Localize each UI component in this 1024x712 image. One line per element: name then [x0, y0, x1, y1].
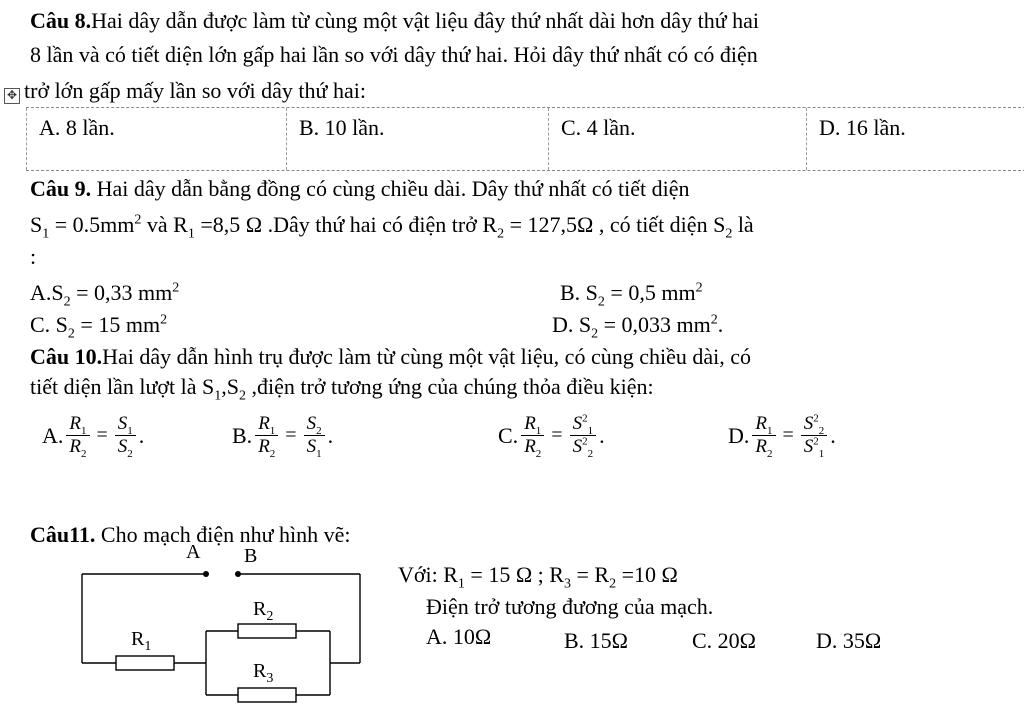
q9-opt-d-val: = 0,033 mm: [598, 312, 711, 337]
frac-s2-p: 2: [813, 412, 819, 425]
q9-text-1: Hai dây dẫn bằng đồng có cùng chiều dài. Dây thứ nhất có tiết diện: [91, 176, 690, 201]
q11-option-c[interactable]: C. 20Ω: [692, 628, 757, 653]
label-r2-sub: 2: [266, 609, 274, 624]
q9-opt-b-val: = 0,5 mm: [604, 280, 696, 305]
frac-r2-r: R: [258, 436, 270, 457]
label-r2-text: R: [253, 598, 267, 620]
q9-s1-sup: 2: [134, 212, 142, 228]
frac-r2-i: 2: [535, 447, 542, 460]
frac-r2-r: R: [69, 436, 81, 457]
frac-r2-r: R: [755, 436, 767, 457]
frac-s1-s: S: [306, 436, 317, 457]
frac-r1-r: R: [755, 413, 767, 434]
frac-r1-i: 1: [81, 424, 87, 437]
q10-opt-b-dot: .: [327, 422, 334, 448]
label-r3-text: R: [253, 660, 267, 682]
q11-given: [398, 562, 678, 592]
q11-given-pre: Với: R: [398, 562, 458, 587]
q10-text-2a: tiết diện lần lượt là S: [30, 374, 215, 399]
q9-opt-d-end: .: [717, 312, 724, 337]
frac-s1-i: 1: [818, 447, 825, 460]
label-r1-text: R: [131, 628, 145, 650]
q11-question: Điện trở tương đương của mạch.: [426, 594, 714, 619]
q8-option-d[interactable]: D. 16 lần.: [819, 115, 906, 140]
frac-s1-p: 2: [813, 435, 819, 448]
q9-opt-c-pre: C. S: [30, 312, 68, 337]
q9-label: Câu 9.: [30, 176, 92, 201]
q11-option-b[interactable]: B. 15Ω: [564, 628, 629, 653]
q10-s2-sub: 2: [239, 388, 246, 404]
label-r1-sub: 1: [144, 639, 152, 654]
q10-opt-d-dot: .: [830, 422, 836, 448]
q9-r2-sub: 2: [497, 226, 505, 242]
q8-option-b[interactable]: B. 10 lần.: [299, 115, 385, 140]
q9-opt-a-sub: 2: [63, 294, 71, 310]
q9-opt-c-val: = 15 mm: [74, 312, 161, 337]
frac-r1-i: 1: [269, 424, 276, 437]
q8-line2: 8 lần và có tiết diện lớn gấp hai lần so với dây thứ hai. Hỏi dây thứ nhất có có điện: [30, 42, 758, 67]
q9-r1-value: =8,5 Ω .Dây thứ hai có điện trở R: [194, 212, 498, 237]
frac-s1-i: 1: [587, 424, 594, 437]
label-r2: [253, 596, 273, 622]
frac-r1-r: R: [69, 413, 81, 434]
frac-r2-i: 2: [81, 447, 87, 460]
q11-option-d[interactable]: D. 35Ω: [816, 628, 882, 653]
resistor-r3: [238, 688, 296, 702]
frac-s1-i: 1: [127, 424, 133, 437]
q9-r2-value: = 127,5Ω , có tiết diện S: [504, 212, 726, 237]
terminal-a: [203, 571, 209, 577]
q11-given-sub1: 1: [457, 576, 465, 592]
label-point-b: B: [244, 545, 258, 567]
label-r3-sub: 3: [266, 671, 274, 686]
q11-given-sub3: 3: [563, 576, 571, 592]
frac-s2-i: 2: [818, 424, 825, 437]
frac-s1-i: 1: [316, 447, 322, 460]
q9-opt-a-sup: 2: [172, 280, 180, 296]
q9-opt-c-sup: 2: [160, 312, 168, 328]
frac-s2-s: S: [117, 436, 128, 457]
q10-opt-a-dot: .: [138, 422, 145, 448]
frac-s1-s: S: [117, 413, 128, 434]
q9-s1: S: [30, 212, 43, 237]
label-r3: [253, 658, 273, 684]
q9-opt-c-sub: 2: [67, 326, 75, 342]
q8-option-c[interactable]: C. 4 lần.: [561, 115, 636, 140]
q9-s1-value: = 0.5mm: [49, 212, 135, 237]
frac-s2-s: S: [572, 436, 583, 457]
q9-tail: là: [732, 212, 754, 237]
q9-line3: :: [30, 244, 37, 269]
q10-opt-d-eq: =: [782, 424, 794, 446]
q10-opt-a-letter: A.: [42, 422, 64, 448]
frac-r1-r: R: [258, 413, 270, 434]
frac-r2-i: 2: [269, 447, 276, 460]
resistor-r1: [116, 656, 174, 670]
q10-text-2b: ,S: [221, 374, 239, 399]
q11-label: Câu11.: [30, 522, 96, 547]
label-r1: [131, 626, 151, 652]
q10-opt-d-letter: D.: [728, 422, 750, 448]
frac-s1-s: S: [803, 436, 814, 457]
q9-opt-a-pre: A.S: [30, 280, 64, 305]
frac-r2-r: R: [524, 436, 536, 457]
q9-opt-d-pre: D. S: [552, 312, 592, 337]
q11-given-sub2: 2: [609, 576, 617, 592]
q11-given-end: =10 Ω: [616, 562, 678, 587]
frac-s2-s: S: [803, 413, 814, 434]
q8-line3: trở lớn gấp mấy lần so với dây thứ hai:: [24, 78, 366, 103]
q11-given-mid1: = 15 Ω ; R: [464, 562, 564, 587]
q10-text-1: Hai dây dẫn hình trụ được làm từ cùng một vật liệu, có cùng chiều dài, có: [102, 344, 751, 369]
q8-text-1: Hai dây dẫn được làm từ cùng một vật liệu đây thứ nhất dài hơn dây thứ hai: [91, 8, 759, 33]
q9-s1-sub: 1: [42, 226, 50, 242]
q11-option-a[interactable]: A. 10Ω: [426, 624, 492, 649]
q10-opt-a-eq: =: [96, 424, 108, 446]
q9-opt-a-val: = 0,33 mm: [70, 280, 173, 305]
q11-given-mid2: = R: [570, 562, 610, 587]
q11-text: Cho mạch điện như hình vẽ:: [95, 522, 351, 547]
frac-s1-s: S: [572, 413, 583, 434]
resistor-r2: [238, 624, 296, 638]
q10-opt-c-eq: =: [551, 424, 563, 446]
frac-r2-i: 2: [767, 447, 773, 460]
frac-r1-i: 1: [535, 424, 542, 437]
frac-s2-p: 2: [582, 435, 588, 448]
q9-s2-sub: 2: [725, 226, 733, 242]
q9-opt-b-sup: 2: [695, 280, 703, 296]
q10-opt-b-eq: =: [285, 424, 297, 446]
q10-text-2c: ,điện trở tương ứng của chúng thỏa điều kiện:: [246, 374, 654, 399]
q9-opt-b-pre: B. S: [560, 280, 598, 305]
frac-s2-i: 2: [127, 447, 133, 460]
q10-s1-sub: 1: [214, 388, 222, 404]
q9-opt-b-sub: 2: [597, 294, 605, 310]
frac-s2-s: S: [306, 413, 317, 434]
q10-opt-c-dot: .: [599, 422, 605, 448]
q8-option-a[interactable]: A. 8 lần.: [39, 115, 115, 140]
q9-opt-d-sub: 2: [591, 326, 599, 342]
frac-s1-p: 2: [582, 412, 588, 425]
frac-s2-i: 2: [316, 424, 322, 437]
terminal-b: [235, 571, 241, 577]
q9-r1: và R: [141, 212, 188, 237]
q9-r1-sub: 1: [187, 226, 195, 242]
q10-label: Câu 10.: [30, 344, 103, 369]
frac-r1-r: R: [524, 413, 536, 434]
move-anchor-icon[interactable]: ✥: [4, 88, 20, 104]
q10-opt-c-letter: C.: [498, 422, 519, 448]
q8-label: Câu 8.: [30, 8, 92, 33]
q9-opt-d-sup: 2: [710, 312, 718, 328]
frac-s2-i: 2: [587, 447, 594, 460]
label-point-a: A: [186, 541, 201, 563]
q10-opt-b-letter: B.: [232, 422, 253, 448]
frac-r1-i: 1: [767, 424, 773, 437]
